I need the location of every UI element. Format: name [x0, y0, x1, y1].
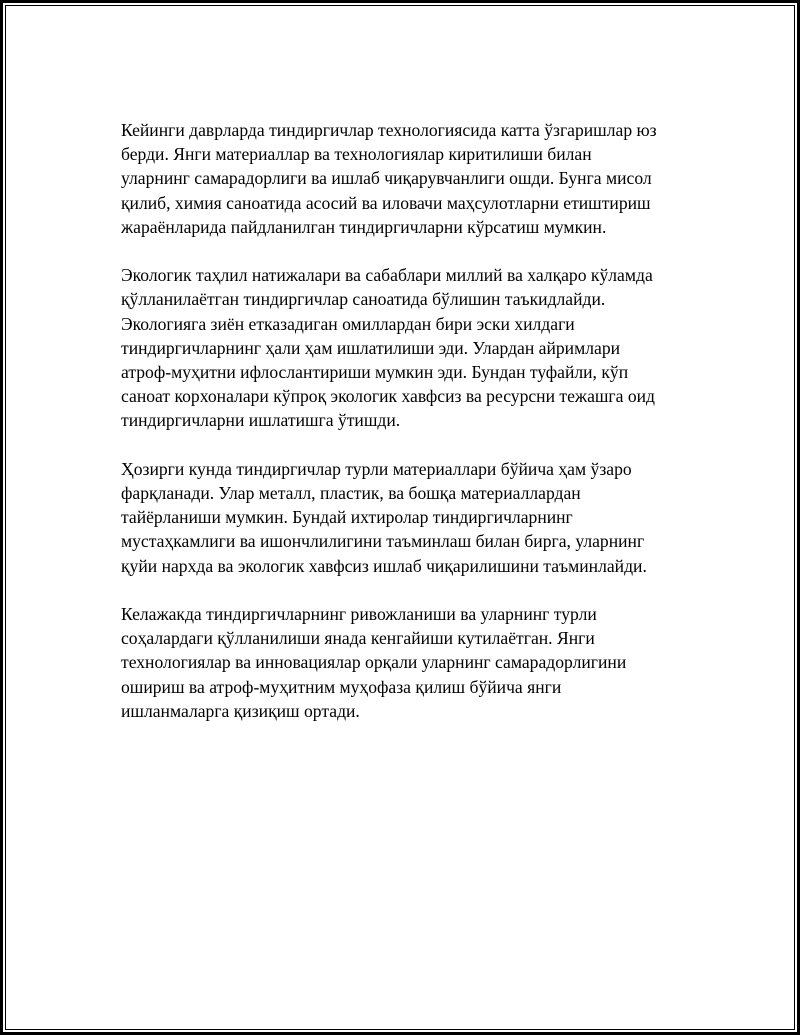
text-line: Экологияга зиён етказадиган омиллардан бири эски хилдаги: [121, 313, 575, 334]
paragraph-2: [121, 263, 691, 432]
text-line: Кейинги даврларда тиндиргичлар технологиясида катта ўзгаришлар юз: [121, 120, 657, 140]
text-line: фарқланади. Улар металл, пластик, ва бошқа материаллардан: [121, 483, 581, 504]
text-line: уларнинг самарадорлиги ва ишлаб чиқарувчанлиги ошди. Бунга мисол: [121, 168, 652, 189]
text-line: қуйи нархда ва экологик хавфсиз ишлаб чиқарилишини таъминлайди.: [121, 555, 647, 576]
text-line: соҳалардаги қўлланилиши янада кенгайиши кутилаётган. Янги: [121, 628, 595, 649]
text-line: мустаҳкамлиги ва ишончлилигини таъминлаш билан бирга, уларнинг: [121, 531, 645, 552]
paragraph-4: [121, 602, 691, 723]
text-line: тиндиргичларни ишлатишга ўтишди.: [121, 410, 401, 431]
text-line: технологиялар ва инновациялар орқали уларнинг самарадорлигини: [121, 652, 627, 673]
text-line: Келажакда тиндиргичларнинг ривожланиши ва уларнинг турли: [121, 604, 597, 625]
paragraph-1: [121, 118, 691, 239]
document-body: [121, 118, 691, 747]
text-line: жараёнларида пайдланилган тиндиргичларни кўрсатиш мумкин.: [121, 216, 607, 237]
text-line: саноат корхоналари кўпроқ экологик хавфсиз ва ресурсни тежашга оид: [121, 386, 656, 407]
text-line: ошириш ва атроф-муҳитним муҳофаза қилиш бўйича янги: [121, 676, 562, 697]
text-line: қилиб, химия саноатида асосий ва иловачи маҳсулотларни етиштириш: [121, 192, 651, 213]
text-line: атроф-муҳитни ифлослантириши мумкин эди. Бундан туфайли, кўп: [121, 362, 629, 383]
text-line: берди. Янги материаллар ва технологиялар киритилиши билан: [121, 144, 592, 165]
text-line: тайёрланиши мумкин. Бундай ихтиролар тиндиргичларнинг: [121, 507, 573, 528]
text-line: Ҳозирги кунда тиндиргичлар турли материаллари бўйича ҳам ўзаро: [121, 458, 632, 479]
text-line: ишланмаларга қизиқиш ортади.: [121, 700, 360, 721]
text-line: тиндиргичларнинг ҳали ҳам ишлатилиши эди. Улардан айримлари: [121, 337, 621, 358]
paragraph-3: [121, 457, 691, 578]
text-line: Экологик таҳлил натижалари ва сабаблари миллий ва халқаро кўламда: [121, 265, 653, 286]
text-line: қўлланилаётган тиндиргичлар саноатида бўлишин таъкидлайди.: [121, 289, 606, 310]
